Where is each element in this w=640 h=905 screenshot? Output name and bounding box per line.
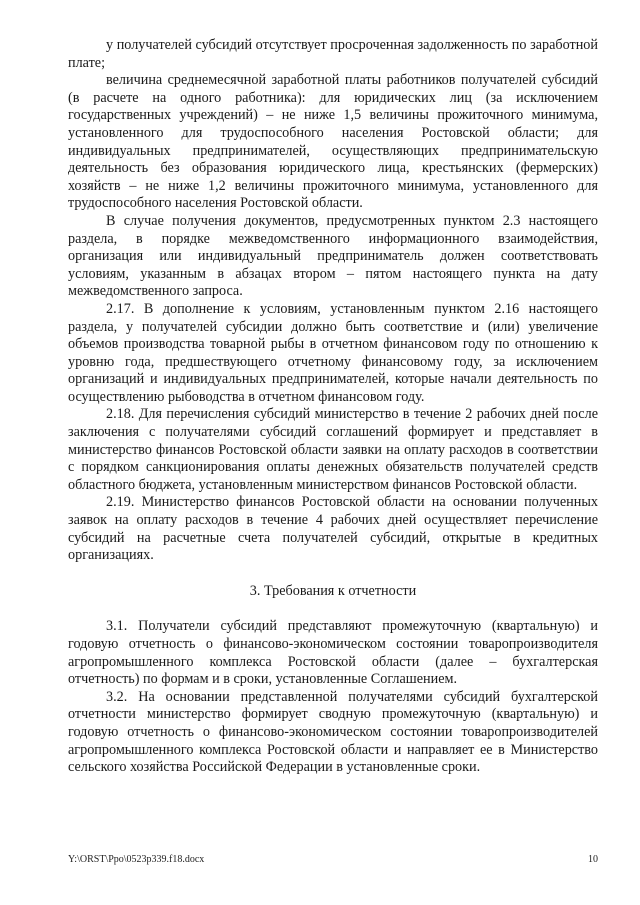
paragraph-3-2: 3.2. На основании представленной получателями субсидий бухгалтерской отчетности министерство формирует сводную промежуточную (квартальную) и годовую отчетность о финансово-экономическом состоянии товаропроизводителей агропромышленного комплекса Ростовской области и направляет ее в Министерство сельского хозяйства Российской Федерации в установленные сроки. bbox=[68, 688, 598, 776]
paragraph-2-17: 2.17. В дополнение к условиям, установленным пунктом 2.16 настоящего раздела, у получателей субсидии должно быть соответствие и (или) увеличение объемов производства товарной рыбы в отчетном финансовом году по отношению к уровню года, предшествующего отчетному финансовому году, за исключением организаций и индивидуальных предпринимателей, которые начали деятельность по осуществлению рыбоводства в отчетном финансовом году. bbox=[68, 300, 598, 405]
paragraph-average-salary: величина среднемесячной заработной платы работников получателей субсидий (в расчете на одного работника): для юридических лиц (за исключением государственных учреждений) – не ниже 1,5 величины прожиточного минимума, установленного для трудоспособного населения Ростовской области; для индивидуальных предпринимателей, осуществляющих предпринимательскую деятельность без образования юридического лица, крестьянских (фермерских) хозяйств – не ниже 1,2 величины прожиточного минимума, установленного для трудоспособного населения Ростовской области. bbox=[68, 72, 598, 212]
paragraph-arrears: у получателей субсидий отсутствует просроченная задолженность по заработной плате; bbox=[68, 37, 598, 71]
paragraph-3-1: 3.1. Получатели субсидий представляют промежуточную (квартальную) и годовую отчетность о финансово-экономическом состоянии товаропроизводителя агропромышленного комплекса Ростовской области (далее – бухгалтерская отчетность) по формам и в сроки, установленные Соглашением. bbox=[68, 618, 598, 688]
page-number: 10 bbox=[588, 854, 598, 865]
paragraph-2-18: 2.18. Для перечисления субсидий министерство в течение 2 рабочих дней после заключения с получателями субсидий соглашений формирует и представляет в министерство финансов Ростовской области заявки на оплату расходов в соответствии с порядком санкционирования оплаты денежных обязательств получателей средств областного бюджета, установленным министерством финансов Ростовской области. bbox=[68, 406, 598, 493]
document-body bbox=[68, 37, 598, 777]
paragraph-interagency-request: В случае получения документов, предусмотренных пунктом 2.3 настоящего раздела, в порядке межведомственного информационного взаимодействия, организация или индивидуальный предприниматель должен соответствовать условиям, указанным в абзацах втором – пятом настоящего пункта на дату межведомственного запроса. bbox=[68, 212, 598, 300]
paragraph-2-19: 2.19. Министерство финансов Ростовской области на основании полученных заявок на оплату расходов в течение 4 рабочих дней осуществляет перечисление субсидий на расчетные счета получателей субсидий, открытые в кредитных организациях. bbox=[68, 494, 598, 564]
page-footer bbox=[68, 854, 598, 866]
footer-file-path: Y:\ORST\Ppo\0523p339.f18.docx bbox=[68, 854, 205, 865]
section-heading: 3. Требования к отчетности bbox=[249, 582, 417, 599]
